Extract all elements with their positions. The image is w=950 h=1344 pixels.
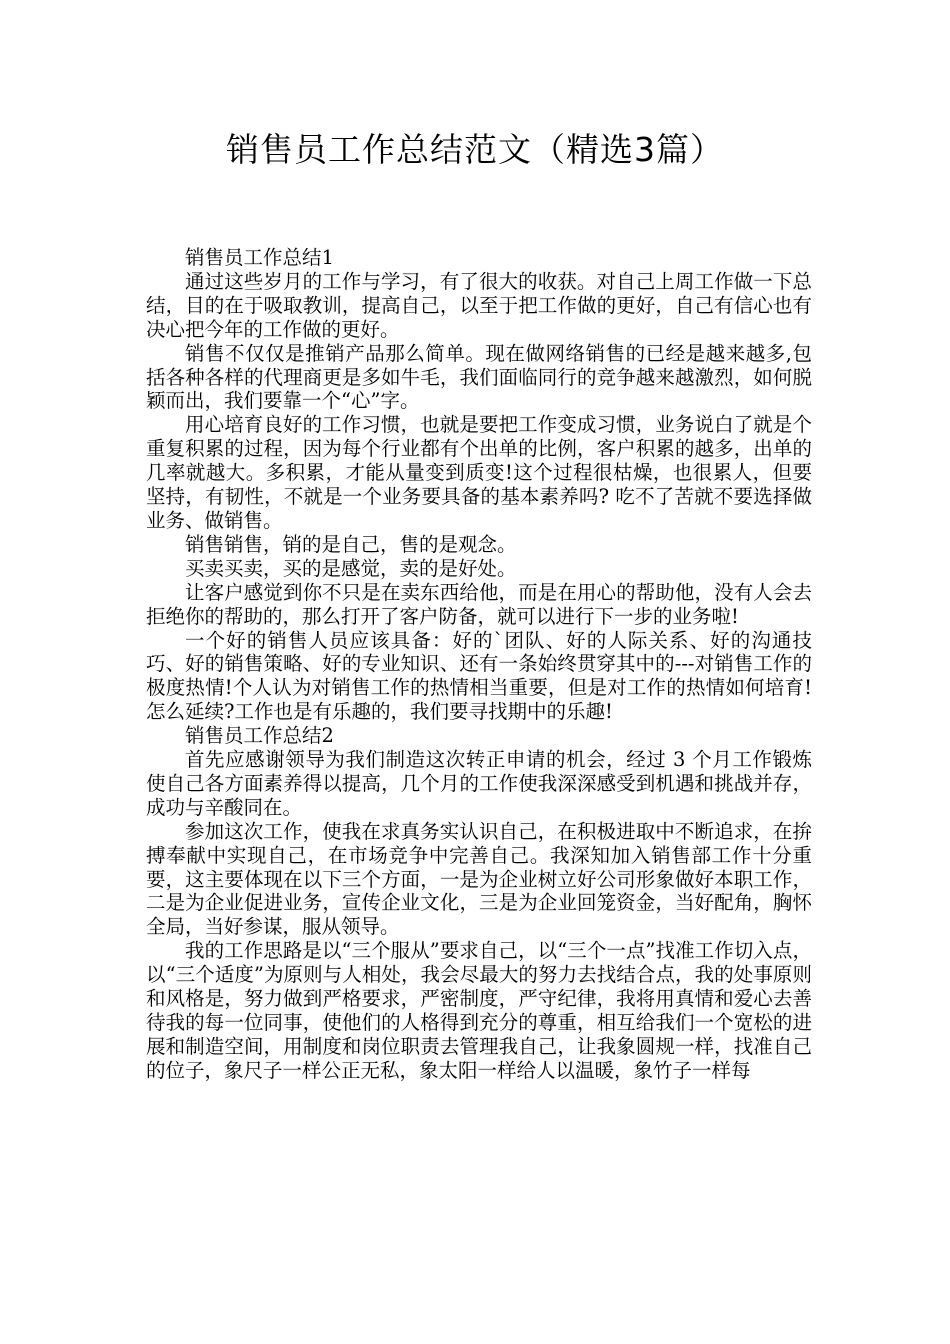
section-heading-2: 销售员工作总结2 [185, 724, 334, 748]
paragraph: 用心培育良好的工作习惯，也就是要把工作变成习惯，业务说白了就是个重复积累的过程，因为每个行业都有个出单的比例，客户积累的越多，出单的几率就越大。多积累，才能从量变到质变!这个过程很枯燥，也很累人，但要坚持，有韧性，不就是一个业务要具备的基本素养吗? 吃不了苦就不要选择做业务、做销售。 [146, 413, 812, 532]
document-body [146, 246, 812, 1083]
section-heading-1: 销售员工作总结1 [185, 246, 334, 269]
paragraph: 销售销售，销的是自己，售的是观念。 [185, 532, 517, 556]
paragraph: 首先应感谢领导为我们制造这次转正申请的机会，经过 3 个月工作锻炼使自己各方面素养得以提高，几个月的工作使我深深感受到机遇和挑战并存，成功与辛酸同在。 [146, 748, 812, 819]
paragraph: 我的工作思路是以“三个服从”要求自己，以“三个一点”找准工作切入点，以“三个适度”为原则与人相处，我会尽最大的努力去找结合点，我的处事原则和风格是，努力做到严格要求，严密制度，严守纪律，我将用真情和爱心去善待我的每一位同事，使他们的人格得到充分的尊重，相互给我们一个宽松的进展和制造空间，用制度和岗位职责去管理我自己，让我象圆规一样，找准自己的位子，象尺子一样公正无私，象太阳一样给人以温暖，象竹子一样每 [146, 939, 812, 1082]
paragraph: 通过这些岁月的工作与学习，有了很大的收获。对自己上周工作做一下总结，目的在于吸取教训，提高自己，以至于把工作做的更好，自己有信心也有决心把今年的工作做的更好。 [146, 269, 812, 341]
paragraph: 参加这次工作，使我在求真务实认识自己，在积极进取中不断追求，在拚搏奉献中实现自己，在市场竞争中完善自己。我深知加入销售部工作十分重要，这主要体现在以下三个方面，一是为企业树立好公司形象做好本职工作，二是为企业促进业务，宣传企业文化，三是为企业回笼资金，当好配角，胸怀全局，当好参谋，服从领导。 [146, 819, 812, 939]
document-title: 销售员工作总结范文（精选3篇） [226, 130, 724, 169]
paragraph: 让客户感觉到你不只是在卖东西给他，而是在用心的帮助他，没有人会去拒绝你的帮助的，那么打开了客户防备，就可以进行下一步的业务啦! [146, 580, 812, 628]
paragraph: 销售不仅仅是推销产品那么简单。现在做网络销售的已经是越来越多,包括各种各样的代理商更是多如牛毛，我们面临同行的竞争越来越激烈，如何脱颖而出，我们要靠一个“心”字。 [146, 341, 812, 413]
paragraph: 买卖买卖，买的是感觉，卖的是好处。 [185, 556, 517, 580]
paragraph: 一个好的销售人员应该具备：好的`团队、好的人际关系、好的沟通技巧、好的销售策略、好的专业知识、还有一条始终贯穿其中的---对销售工作的极度热情!个人认为对销售工作的热情相当重要，但是对工作的热情如何培育!怎么延续?工作也是有乐趣的，我们要寻找期中的乐趣! [146, 628, 812, 724]
